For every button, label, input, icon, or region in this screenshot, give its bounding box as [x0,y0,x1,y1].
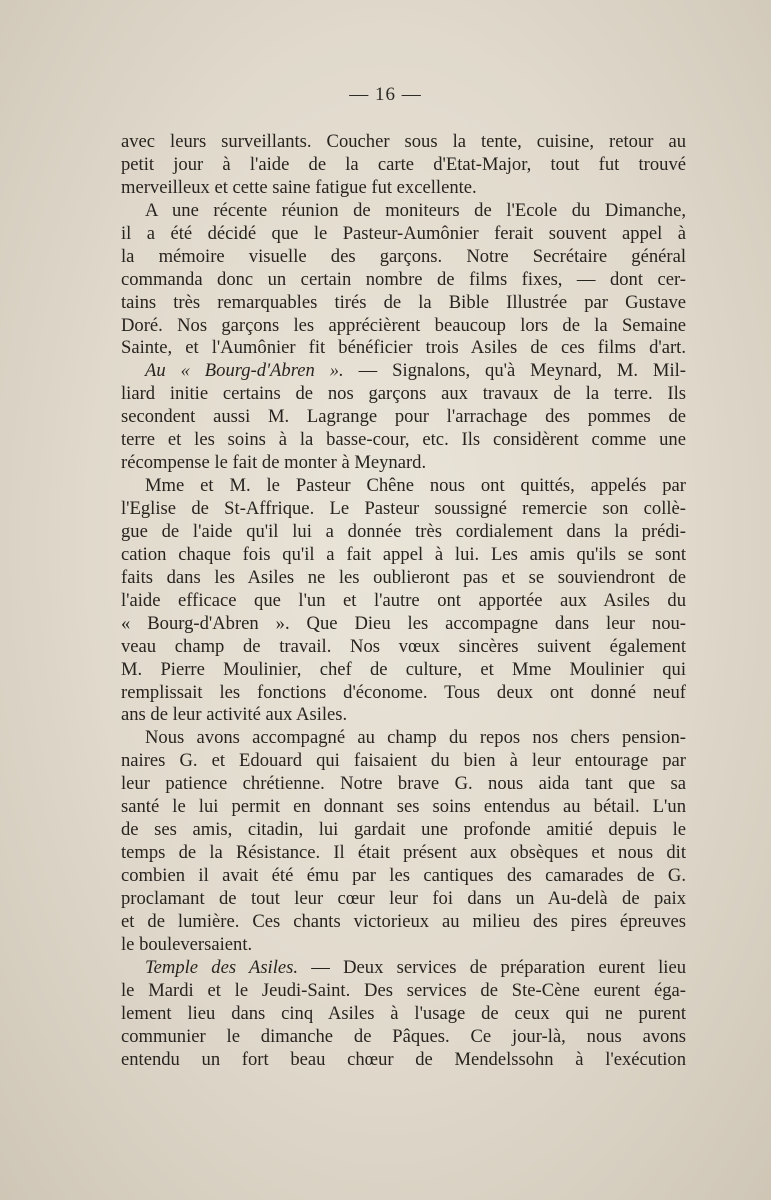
text-line: Doré. Nos garçons les apprécièrent beaucoup lors de la Semaine [121,314,686,336]
text-line: cation chaque fois qu'il a fait appel à lui. Les amis qu'ils se sont [121,543,686,565]
text-line: commanda donc un certain nombre de films fixes, — dont cer- [121,268,686,290]
text-line: veau champ de travail. Nos vœux sincères suivent également [121,635,686,657]
text-line: ans de leur activité aux Asiles. [121,704,348,726]
text-line: petit jour à l'aide de la carte d'Etat-Major, tout fut trouvé [121,153,686,175]
text-run: — Deux services de préparation eurent lieu [298,956,686,978]
text-line: naires G. et Edouard qui faisaient du bien à leur entourage par [121,750,686,772]
text-line: l'aide efficace que l'un et l'autre ont apportée aux Asiles du [121,589,686,611]
body-text [121,131,686,1071]
text-line: Sainte, et l'Aumônier fit bénéficier trois Asiles de ces films d'art. [121,337,686,359]
text-line: le Mardi et le Jeudi-Saint. Des services de Ste-Cène eurent éga- [121,979,686,1001]
text-line: combien il avait été ému par les cantiques des camarades de G. [121,865,686,886]
page-number: — 16 — [349,84,422,105]
text-line: de ses amis, citadin, lui gardait une profonde amitié depuis le [121,819,686,841]
text-run: — Signalons, qu'à Meynard, M. Mil- [343,360,686,382]
text-line: Nous avons accompagné au champ du repos nos chers pension- [145,727,686,749]
text-line: remplissait les fonctions d'économe. Tous deux ont donné neuf [121,681,686,703]
text-line: M. Pierre Moulinier, chef de culture, et Mme Moulinier qui [121,658,686,680]
text-line: gue de l'aide qu'il lui a donnée très cordialement dans la prédi- [121,520,686,542]
text-line: secondent aussi M. Lagrange pour l'arrachage des pommes de [121,406,686,428]
text-line: « Bourg-d'Abren ». Que Dieu les accompagne dans leur nou- [121,612,686,634]
text-line: terre et les soins à la basse-cour, etc. Ils considèrent comme une [121,429,686,451]
text-line: santé le lui permit en donnant ses soins entendus au bétail. L'un [121,796,686,818]
text-line: liard initie certains de nos garçons aux travaux de la terre. Ils [121,383,686,405]
section-heading: Temple des Asiles. [145,956,299,978]
text-line: Mme et M. le Pasteur Chêne nous ont quittés, appelés par [145,475,686,497]
text-line: merveilleux et cette saine fatigue fut excellente. [121,176,477,198]
text-line: avec leurs surveillants. Coucher sous la tente, cuisine, retour au [121,131,686,152]
text-line: A une récente réunion de moniteurs de l'Ecole du Dimanche, [145,199,686,221]
text-line: tains très remarquables tirés de la Bible Illustrée par Gustave [121,291,686,313]
text-line [121,360,686,383]
text-line: faits dans les Asiles ne les oublieront pas et se souviendront de [121,566,686,588]
section-heading: Au « Bourg-d'Abren ». [145,360,344,382]
text-line: il a été décidé que le Pasteur-Aumônier ferait souvent appel à [121,222,686,244]
text-line: la mémoire visuelle des garçons. Notre Secrétaire général [121,245,686,267]
text-line: et de lumière. Ces chants victorieux au milieu des pires épreuves [121,910,686,932]
text-line: lement lieu dans cinq Asiles à l'usage de ceux qui ne purent [121,1002,686,1024]
text-line: récompense le fait de monter à Meynard. [121,452,427,474]
text-line: l'Eglise de St-Affrique. Le Pasteur soussigné remercie son collè- [121,498,686,519]
text-line: proclamant de tout leur cœur leur foi dans un Au-delà de paix [121,887,686,909]
text-line: le bouleversaient. [121,933,253,955]
text-line: entendu un fort beau chœur de Mendelssohn à l'exécution [121,1048,686,1070]
text-line: leur patience chrétienne. Notre brave G. nous aida tant que sa [121,773,686,795]
text-line: communier le dimanche de Pâques. Ce jour-là, nous avons [121,1025,686,1047]
text-line: temps de la Résistance. Il était présent aux obsèques et nous dit [121,842,686,864]
text-line [121,957,686,980]
